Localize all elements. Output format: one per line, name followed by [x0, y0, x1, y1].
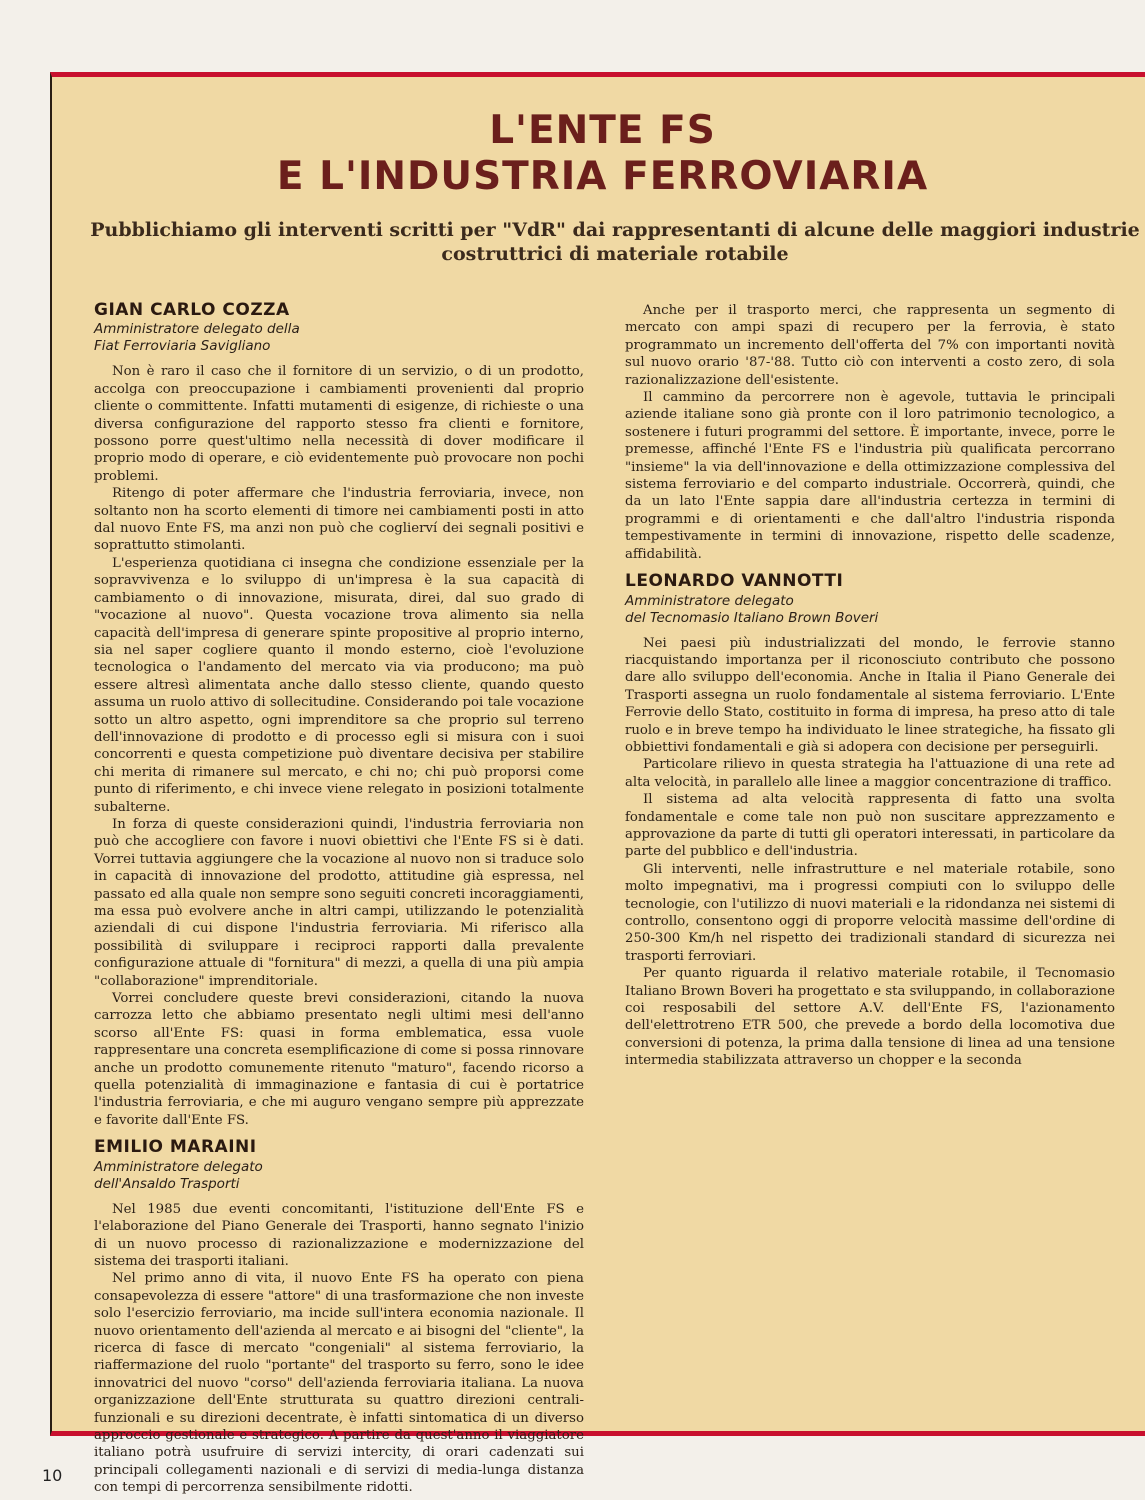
paragraph: In forza di queste considerazioni quindi, l'industria ferroviaria non può che accogliere con favore i nuovi obiettivi che l'Ente FS si è dati. Vorrei tuttavia aggiungere che la vocazione al nuovo non si traduce solo in capacità di innovazione del prodotto, attitudine già espressa, nel passato ed alla quale non sempre sono seguiti concreti incoraggiamenti, ma essa può evolvere anche in altri campi, utilizzando le potenzialità aziendali di cui dispone l'industria ferroviaria. Mi riferisco alla possibilità di sviluppare i reciproci rapporti dalla prevalente configurazione attuale di "fornitura" di mezzi, a quella di una più ampia "collaborazione" imprenditoriale. — [94, 816, 584, 989]
left-column — [94, 300, 584, 1496]
paragraph: Particolare rilievo in questa strategia ha l'attuazione di una rete ad alta velocità, in parallelo alle linee a maggior concentrazione di traffico. — [625, 757, 1115, 790]
paragraph: Nel 1985 due eventi concomitanti, l'istituzione dell'Ente FS e l'elaborazione del Piano Generale dei Trasporti, hanno segnato l'inizio di un nuovo processo di razionalizzazione e modernizzazione del sistema dei trasporti italiani. — [94, 1201, 584, 1269]
author-role-maraini: Amministratore delegato dell'Ansaldo Trasporti — [94, 1158, 263, 1192]
paragraph: Ritengo di poter affermare che l'industria ferroviaria, invece, non soltanto non ha scorto elementi di timore nei cambiamenti posti in atto dal nuovo Ente FS, ma anzi non può che coglierví dei segnali positivi e soprattutto stimolanti. — [94, 486, 584, 554]
paragraph: Per quanto riguarda il relativo materiale rotabile, il Tecnomasio Italiano Brown Boveri ha progettato e sta sviluppando, in collaborazione coi resposabili del settore A.V. dell'Ente FS, l'azionamento dell'elettrotreno ETR 500, che prevede a bordo della locomotiva due conversioni di potenza, la prima dalla tensione di linea ad una tensione intermedia stabilizzata attraverso un chopper e la seconda — [625, 966, 1115, 1069]
author-name-maraini: EMILIO MARAINI — [94, 1137, 257, 1158]
author-role-cozza: Amministratore delegato della Fiat Ferroviaria Savigliano — [94, 321, 300, 355]
author-name-cozza: GIAN CARLO COZZA — [94, 300, 290, 320]
paragraph: Nei paesi più industrializzati del mondo, le ferrovie stanno riacquistando importanza per il riconosciuto contributo che possono dare allo sviluppo dell'economia. Anche in Italia il Piano Generale dei Trasporti assegna un ruolo fondamentale al sistema ferroviario. L'Ente Ferrovie dello Stato, costituito in forma di impresa, ha preso atto di tale ruolo e in breve tempo ha individuato le linee strategiche, ha fissato gli obbiettivi fondamentali e già si adopera con decisione per perseguirli. — [625, 635, 1115, 755]
paragraph: Non è raro il caso che il fornitore di un servizio, o di un prodotto, accolga con preoccupazione i cambiamenti provenienti dal proprio cliente o committente. Infatti mutamenti di esigenze, di richieste o una diversa configurazione del rapporto stesso fra clienti e fornitore, possono porre quest'ultimo nella necessità di dover modificare il proprio modo di operare, e ciò evidentemente può provocare non pochi problemi. — [94, 364, 584, 484]
page-number: 10 — [42, 1466, 63, 1485]
title-line-2: E L'INDUSTRIA FERROVIARIA — [276, 154, 929, 199]
author-role-vannotti: Amministratore delegato del Tecnomasio Italiano Brown Boveri — [625, 592, 879, 626]
paragraph: L'esperienza quotidiana ci insegna che condizione essenziale per la sopravvivenza e lo sviluppo di un'impresa è la sua capacità di cambiamento o di innovazione, misurata, direi, dal suo grado di "vocazione al nuovo". Questa vocazione trova alimento sia nella capacità dell'impresa di generare spinte propositive al proprio interno, sia nel saper cogliere quanto il mondo esterno, cioè l'evoluzione tecnologica o l'andamento del mercato via via producono; ma può essere altresì alimentata anche dallo stesso cliente, quando questo assuma un ruolo attivo di sollecitudine. Considerando poi tale vocazione sotto un altro aspetto, ogni imprenditore sa che proprio sul terreno dell'innovazione di prodotto e di processo egli si misura con i suoi concorrenti e questa competizione può diventare decisiva per stabilire chi merita di rimanere sul mercato, e chi no; chi può proporsi come punto di riferimento, e chi invece viene relegato in posizioni totalmente subalterne. — [94, 555, 584, 815]
article-title — [60, 108, 1145, 200]
paragraph: Anche per il trasporto merci, che rappresenta un segmento di mercato con ampi spazi di recupero per la ferrovia, è stato programmato un incremento dell'offerta del 7% con importanti novità sul nuovo orario '87-'88. Tutto ciò con interventi a costo zero, di sola razionalizzazione dell'esistente. — [625, 303, 1115, 388]
title-line-1: L'ENTE FS — [489, 108, 716, 153]
paragraph: Il cammino da percorrere non è agevole, tuttavia le principali aziende italiane sono già pronte con il loro patrimonio tecnologico, a sostenere i futuri programmi del settore. È importante, invece, porre le premesse, affinché l'Ente FS e l'industria più qualificata percorrano "insieme" la via dell'innovazione e della ottimizzazione complessiva del sistema ferroviario e del comparto industriale. Occorrerà, quindi, che da un lato l'Ente sappia dare all'industria certezza in termini di programmi e di orientamenti e che dall'altro l'industria risponda tempestivamente in termini di innovazione, rispetto delle scadenze, affidabilità. — [625, 390, 1115, 562]
paragraph: Gli interventi, nelle infrastrutture e nel materiale rotabile, sono molto impegnativi, ma i progressi compiuti con lo sviluppo delle tecnologie, con l'utilizzo di nuovi materiali e la ridondanza nei sistemi di controllo, consentono oggi di proporre velocità massime dell'ordine di 250-300 Km/h nel rispetto dei tradizionali standard di sicurezza nei trasporti ferroviari. — [625, 861, 1115, 964]
article-subtitle: Pubblichiamo gli interventi scritti per "VdR" dai rappresentanti di alcune delle maggiori industrie costruttrici di materiale rotabile — [90, 219, 1140, 265]
paragraph: Nel primo anno di vita, il nuovo Ente FS ha operato con piena consapevolezza di essere "attore" di una trasformazione che non investe solo l'esercizio ferroviario, ma incide sull'intera economia nazionale. Il nuovo orientamento dell'azienda al mercato e ai bisogni del "cliente", la ricerca di fasce di mercato "congeniali" al sistema ferroviario, la riaffermazione del ruolo "portante" del trasporto su ferro, sono le idee innovatrici del nuovo "corso" dell'azienda ferroviaria italiana. La nuova organizzazione dell'Ente strutturata su quattro direzioni centrali-funzionali e su direzioni decentrate, è infatti sintomatica di un diverso approccio gestionale e strategico. A partire da quest'anno il viaggiatore italiano potrà usufruire di servizi intercity, di orari cadenzati sui principali collegamenti nazionali e di servizi di media-lunga distanza con tempi di percorrenza sensibilmente ridotti. — [94, 1271, 584, 1496]
paragraph: Vorrei concludere queste brevi considerazioni, citando la nuova carrozza letto che abbiamo presentato negli ultimi mesi dell'anno scorso all'Ente FS: quasi in forma emblematica, essa vuole rappresentare una concreta esemplificazione di come si possa rinnovare anche un prodotto comunemente ritenuto "maturo", facendo ricorso a quella potenzialità di immaginazione e fantasia di cui è portatrice l'industria ferroviaria, e che mi auguro vengano sempre più apprezzate e favorite dall'Ente FS. — [94, 991, 584, 1128]
paragraph: Il sistema ad alta velocità rappresenta di fatto una svolta fondamentale e come tale non può non suscitare apprezzamento e approvazione da parte di tutti gli operatori interessati, in particolare da parte del pubblico e dell'industria. — [625, 792, 1115, 860]
author-name-vannotti: LEONARDO VANNOTTI — [625, 571, 844, 592]
right-column — [625, 302, 1115, 1430]
